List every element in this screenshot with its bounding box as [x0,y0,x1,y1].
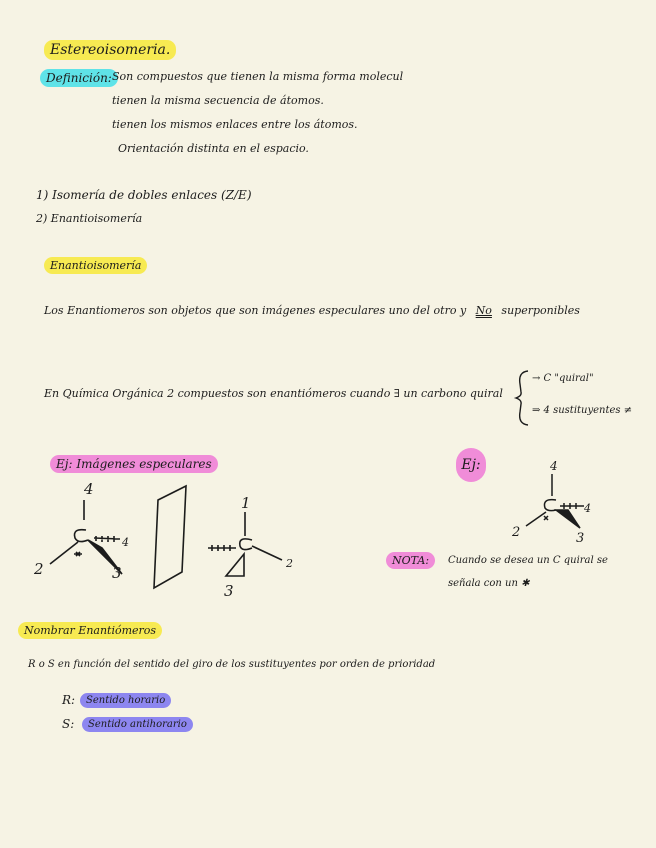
mol-left-label-2: 2 [34,560,44,578]
mol-ex2-label-4: 4 [550,459,558,473]
mol-ex2-label-3: 3 [576,531,585,546]
definition-line-3: tienen los mismos enlaces entre los átomos. [112,118,358,131]
example1-label: Ej: Imágenes especulares [50,455,218,473]
s-value: Sentido antihorario [82,717,193,732]
mol-ex2-label-2: 2 [512,525,521,540]
definition-line-2: tienen la misma secuencia de átomos. [112,94,324,107]
naming-heading: Nombrar Enantiómeros [18,622,162,639]
definition-line-1: Son compuestos que tienen la misma forma molecul [112,70,404,83]
mol-left-label-4: 4 [84,480,94,498]
organic-sentence: En Química Orgánica 2 compuestos son enantiómeros cuando ∃ un carbono quiral [44,387,503,400]
note-label: NOTA: [386,552,435,569]
example2-label: Ej: [456,448,486,482]
r-label: R: [62,693,76,707]
mol-right-label-1: 1 [241,494,251,512]
enantio-sentence-end: superponibles [501,304,580,317]
molecule-example2 [526,474,584,528]
brace-item-1: → C "quiral" [532,373,594,384]
type-item-1: 1) Isomería de dobles enlaces (Z/E) [36,188,252,202]
type-item-2: 2) Enantioisomería [36,212,143,225]
curly-brace [516,371,528,425]
naming-sentence: R o S en función del sentido del giro de los sustituyentes por orden de prioridad [28,659,436,670]
mol-right-label-3: 3 [224,582,234,600]
enantio-sentence-start: Los Enantiomeros son objetos que son imágenes especulares uno del otro y [44,304,467,317]
note-line-1: Cuando se desea un C quiral se [448,555,608,566]
definition-line-4: Orientación distinta en el espacio. [118,142,309,155]
enantio-heading: Enantioisomería [44,257,147,274]
mol-right-label-2: 2 [286,557,293,570]
definition-label: Definición: [40,69,118,87]
molecule-right [208,512,282,576]
brace-item-2: ⇒ 4 sustituyentes ≠ [532,405,633,416]
mol-ex2-label-4b: 4 [584,502,591,515]
molecule-left [50,500,122,574]
mirror-plane [154,486,186,588]
note-line-2: señala con un ✱ [448,578,530,589]
s-label: S: [62,717,75,731]
mol-left-label-3: 3 [112,564,122,582]
page-title: Estereoisomeria. [44,40,176,60]
r-value: Sentido horario [80,693,171,708]
mol-left-label-4b: 4 [122,536,129,549]
enantio-no: No [475,304,492,317]
